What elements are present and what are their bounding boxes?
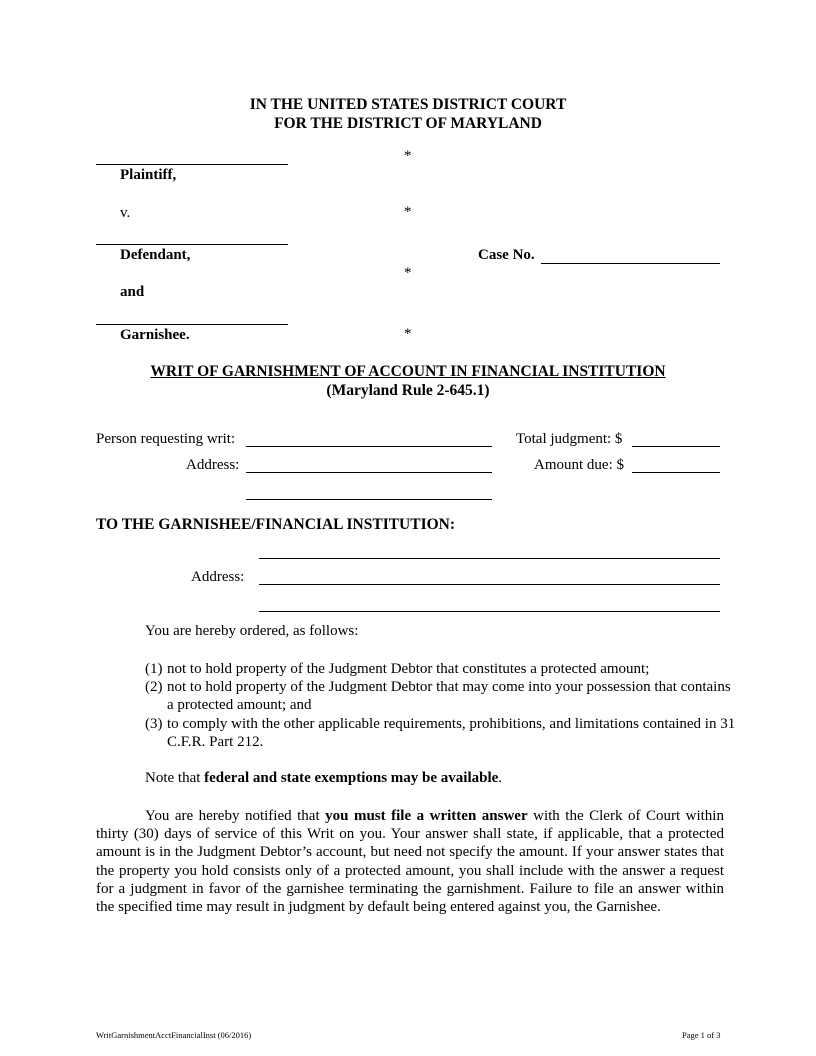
and-label: and — [120, 284, 145, 300]
garnishee-name-field-line[interactable] — [259, 558, 720, 559]
garnishee-address-line-2[interactable] — [259, 611, 720, 612]
note-prefix: Note that — [145, 770, 205, 786]
order-intro: You are hereby ordered, as follows: — [145, 623, 359, 639]
caption-star: * — [404, 148, 412, 164]
caption-star: * — [404, 265, 412, 281]
note-emphasis: federal and state exemptions may be available — [204, 770, 499, 786]
rule-citation: (Maryland Rule 2-645.1) — [326, 382, 490, 399]
order-item-text: not to hold property of the Judgment Debtor that may come into your possession that contains a protected amount; and — [167, 679, 731, 713]
garnishee-name-line[interactable] — [96, 324, 288, 325]
notice-prefix: You are hereby notified that — [145, 808, 326, 824]
order-item-text: to comply with the other applicable requirements, prohibitions, and limitations contained in 31 C.F.R. Part 212. — [167, 716, 736, 750]
order-item-text: not to hold property of the Judgment Debtor that constitutes a protected amount; — [167, 661, 650, 677]
plaintiff-label: Plaintiff, — [120, 167, 177, 183]
caption-star: * — [404, 326, 412, 342]
answer-notice-paragraph — [96, 807, 724, 916]
exemptions-note — [145, 770, 502, 787]
requester-address-line-1[interactable] — [246, 472, 492, 473]
amount-due-line[interactable] — [632, 472, 720, 473]
garnishee-section-heading: TO THE GARNISHEE/FINANCIAL INSTITUTION: — [96, 516, 456, 533]
notice-rest: with the Clerk of Court within thirty (30) days of service of this Writ on you. Your answer shall state, if applicable, that a protected amount is in the Judgment Debtor’s account, but need not specify the amount. If your answer states that the property you hold consists only of a protected amount, you shall include with the answer a request for a judgment in favor of the garnishee terminating the garnishment. Failure to file an answer within the specified time may result in judgment by default being entered against you, the Garnishee. — [96, 808, 724, 916]
order-item-number: (2) — [145, 679, 163, 695]
notice-emphasis: you must file a written answer — [325, 808, 528, 824]
court-name-line-2: FOR THE DISTRICT OF MARYLAND — [274, 115, 542, 132]
form-id: WritGarnishmentAcctFinancialInst (06/2016) — [96, 1030, 252, 1040]
case-number-label: Case No. — [478, 247, 535, 263]
defendant-label: Defendant, — [120, 247, 191, 263]
writ-title — [0, 363, 816, 381]
note-suffix: . — [498, 770, 503, 786]
case-number-line[interactable] — [541, 263, 720, 264]
person-requesting-label: Person requesting writ: — [96, 431, 236, 447]
requester-address-line-2[interactable] — [246, 499, 492, 500]
total-judgment-label: Total judgment: $ — [516, 431, 623, 447]
garnishee-label: Garnishee. — [120, 327, 190, 343]
versus-label: v. — [120, 205, 131, 221]
order-item-number: (3) — [145, 716, 163, 732]
amount-due-label: Amount due: $ — [534, 457, 624, 473]
person-requesting-line[interactable] — [246, 446, 492, 447]
writ-title-text: WRIT OF GARNISHMENT OF ACCOUNT IN FINANCIAL INSTITUTION — [150, 363, 666, 380]
requester-address-label: Address: — [186, 457, 240, 473]
plaintiff-name-line[interactable] — [96, 164, 288, 165]
defendant-name-line[interactable] — [96, 244, 288, 245]
total-judgment-line[interactable] — [632, 446, 720, 447]
caption-star: * — [404, 204, 412, 220]
garnishee-address-label: Address: — [191, 569, 245, 585]
page-number: Page 1 of 3 — [682, 1030, 721, 1040]
garnishee-address-line-1[interactable] — [259, 584, 720, 585]
order-item-number: (1) — [145, 661, 163, 677]
court-name-line-1: IN THE UNITED STATES DISTRICT COURT — [249, 96, 567, 113]
